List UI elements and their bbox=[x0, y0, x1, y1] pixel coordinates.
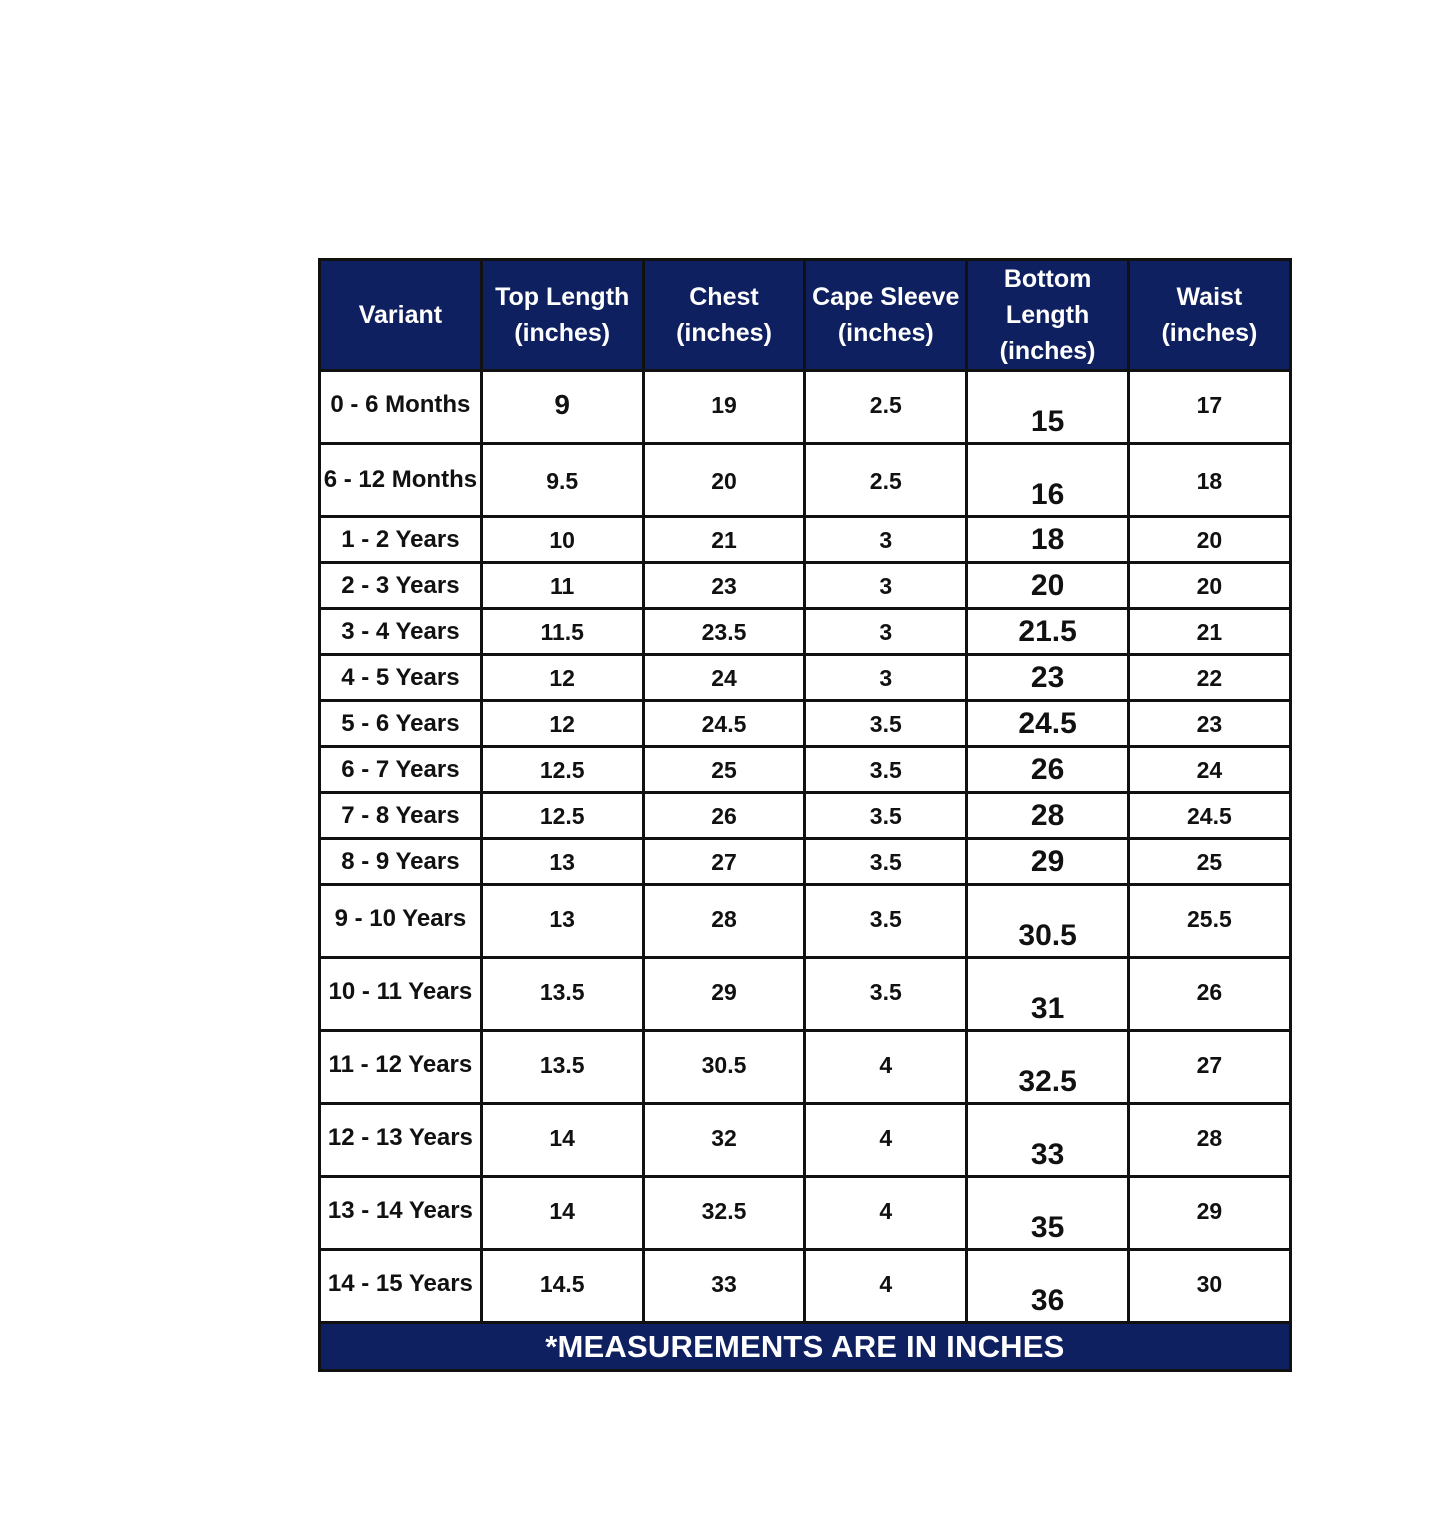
cell-bottom-length: 23 bbox=[967, 655, 1129, 701]
cell-variant: 2 - 3 Years bbox=[320, 563, 482, 609]
cell-waist: 23 bbox=[1128, 701, 1290, 747]
cell-top-length: 10 bbox=[481, 517, 643, 563]
cell-top-length: 14 bbox=[481, 1104, 643, 1177]
cell-variant: 3 - 4 Years bbox=[320, 609, 482, 655]
table-row bbox=[320, 444, 1291, 517]
cell-top-length: 13 bbox=[481, 885, 643, 958]
cell-bottom-length: 21.5 bbox=[967, 609, 1129, 655]
cell-waist: 25 bbox=[1128, 839, 1290, 885]
cell-bottom-length: 31 bbox=[967, 958, 1129, 1031]
cell-variant: 12 - 13 Years bbox=[320, 1104, 482, 1177]
cell-bottom-length: 26 bbox=[967, 747, 1129, 793]
table-row bbox=[320, 839, 1291, 885]
table-row bbox=[320, 371, 1291, 444]
cell-variant: 6 - 7 Years bbox=[320, 747, 482, 793]
cell-top-length: 12 bbox=[481, 701, 643, 747]
cell-chest: 25 bbox=[643, 747, 805, 793]
cell-top-length: 13 bbox=[481, 839, 643, 885]
cell-chest: 26 bbox=[643, 793, 805, 839]
cell-top-length: 14.5 bbox=[481, 1250, 643, 1323]
cell-cape-sleeve: 3.5 bbox=[805, 958, 967, 1031]
cell-cape-sleeve: 3.5 bbox=[805, 793, 967, 839]
cell-bottom-length: 24.5 bbox=[967, 701, 1129, 747]
cell-bottom-length: 18 bbox=[967, 517, 1129, 563]
cell-top-length: 13.5 bbox=[481, 1031, 643, 1104]
cell-variant: 11 - 12 Years bbox=[320, 1031, 482, 1104]
cell-cape-sleeve: 3 bbox=[805, 563, 967, 609]
cell-bottom-length: 28 bbox=[967, 793, 1129, 839]
header-row bbox=[320, 260, 1291, 371]
cell-top-length: 9.5 bbox=[481, 444, 643, 517]
cell-variant: 13 - 14 Years bbox=[320, 1177, 482, 1250]
cell-bottom-length: 36 bbox=[967, 1250, 1129, 1323]
cell-top-length: 12 bbox=[481, 655, 643, 701]
cell-chest: 30.5 bbox=[643, 1031, 805, 1104]
cell-chest: 33 bbox=[643, 1250, 805, 1323]
cell-variant: 1 - 2 Years bbox=[320, 517, 482, 563]
cell-variant: 14 - 15 Years bbox=[320, 1250, 482, 1323]
cell-cape-sleeve: 3 bbox=[805, 655, 967, 701]
table-row bbox=[320, 517, 1291, 563]
cell-chest: 24 bbox=[643, 655, 805, 701]
header-variant: Variant bbox=[320, 260, 482, 371]
header-top-length: Top Length (inches) bbox=[481, 260, 643, 371]
table-row bbox=[320, 793, 1291, 839]
cell-waist: 20 bbox=[1128, 517, 1290, 563]
table-row bbox=[320, 1104, 1291, 1177]
cell-chest: 28 bbox=[643, 885, 805, 958]
table-row bbox=[320, 1250, 1291, 1323]
cell-top-length: 12.5 bbox=[481, 747, 643, 793]
cell-cape-sleeve: 4 bbox=[805, 1177, 967, 1250]
cell-bottom-length: 32.5 bbox=[967, 1031, 1129, 1104]
cell-chest: 23 bbox=[643, 563, 805, 609]
header-cape-sleeve: Cape Sleeve (inches) bbox=[805, 260, 967, 371]
cell-bottom-length: 29 bbox=[967, 839, 1129, 885]
cell-bottom-length: 20 bbox=[967, 563, 1129, 609]
table-row bbox=[320, 958, 1291, 1031]
cell-cape-sleeve: 3.5 bbox=[805, 747, 967, 793]
size-chart-table bbox=[318, 258, 1292, 1372]
cell-bottom-length: 30.5 bbox=[967, 885, 1129, 958]
cell-top-length: 14 bbox=[481, 1177, 643, 1250]
cell-cape-sleeve: 4 bbox=[805, 1031, 967, 1104]
measurement-note: *MEASUREMENTS ARE IN INCHES bbox=[320, 1323, 1291, 1371]
table-header bbox=[320, 260, 1291, 371]
cell-cape-sleeve: 3 bbox=[805, 609, 967, 655]
cell-variant: 9 - 10 Years bbox=[320, 885, 482, 958]
cell-top-length: 12.5 bbox=[481, 793, 643, 839]
cell-chest: 29 bbox=[643, 958, 805, 1031]
table-row bbox=[320, 655, 1291, 701]
cell-variant: 4 - 5 Years bbox=[320, 655, 482, 701]
cell-waist: 24.5 bbox=[1128, 793, 1290, 839]
cell-waist: 22 bbox=[1128, 655, 1290, 701]
cell-bottom-length: 35 bbox=[967, 1177, 1129, 1250]
cell-bottom-length: 33 bbox=[967, 1104, 1129, 1177]
header-bottom-length: Bottom Length (inches) bbox=[967, 260, 1129, 371]
cell-waist: 30 bbox=[1128, 1250, 1290, 1323]
cell-variant: 6 - 12 Months bbox=[320, 444, 482, 517]
header-chest: Chest (inches) bbox=[643, 260, 805, 371]
header-waist: Waist (inches) bbox=[1128, 260, 1290, 371]
table-row bbox=[320, 885, 1291, 958]
table-row bbox=[320, 1031, 1291, 1104]
cell-top-length: 11 bbox=[481, 563, 643, 609]
cell-cape-sleeve: 3 bbox=[805, 517, 967, 563]
cell-waist: 25.5 bbox=[1128, 885, 1290, 958]
cell-variant: 10 - 11 Years bbox=[320, 958, 482, 1031]
cell-chest: 24.5 bbox=[643, 701, 805, 747]
table-body bbox=[320, 371, 1291, 1323]
cell-variant: 7 - 8 Years bbox=[320, 793, 482, 839]
cell-waist: 24 bbox=[1128, 747, 1290, 793]
cell-waist: 18 bbox=[1128, 444, 1290, 517]
cell-cape-sleeve: 2.5 bbox=[805, 444, 967, 517]
cell-waist: 17 bbox=[1128, 371, 1290, 444]
cell-top-length: 11.5 bbox=[481, 609, 643, 655]
table-row bbox=[320, 1177, 1291, 1250]
cell-top-length: 13.5 bbox=[481, 958, 643, 1031]
cell-cape-sleeve: 3.5 bbox=[805, 701, 967, 747]
footer-row bbox=[320, 1323, 1291, 1371]
cell-chest: 32.5 bbox=[643, 1177, 805, 1250]
table-footer bbox=[320, 1323, 1291, 1371]
cell-cape-sleeve: 3.5 bbox=[805, 885, 967, 958]
cell-bottom-length: 16 bbox=[967, 444, 1129, 517]
table-row bbox=[320, 563, 1291, 609]
cell-variant: 0 - 6 Months bbox=[320, 371, 482, 444]
cell-cape-sleeve: 2.5 bbox=[805, 371, 967, 444]
cell-waist: 20 bbox=[1128, 563, 1290, 609]
table-row bbox=[320, 701, 1291, 747]
cell-bottom-length: 15 bbox=[967, 371, 1129, 444]
cell-chest: 21 bbox=[643, 517, 805, 563]
cell-variant: 8 - 9 Years bbox=[320, 839, 482, 885]
cell-waist: 26 bbox=[1128, 958, 1290, 1031]
table-row bbox=[320, 747, 1291, 793]
cell-cape-sleeve: 4 bbox=[805, 1250, 967, 1323]
cell-chest: 19 bbox=[643, 371, 805, 444]
cell-top-length: 9 bbox=[481, 371, 643, 444]
cell-chest: 23.5 bbox=[643, 609, 805, 655]
cell-cape-sleeve: 4 bbox=[805, 1104, 967, 1177]
cell-cape-sleeve: 3.5 bbox=[805, 839, 967, 885]
cell-waist: 29 bbox=[1128, 1177, 1290, 1250]
cell-chest: 32 bbox=[643, 1104, 805, 1177]
cell-variant: 5 - 6 Years bbox=[320, 701, 482, 747]
cell-chest: 20 bbox=[643, 444, 805, 517]
cell-waist: 27 bbox=[1128, 1031, 1290, 1104]
cell-waist: 28 bbox=[1128, 1104, 1290, 1177]
table-row bbox=[320, 609, 1291, 655]
cell-waist: 21 bbox=[1128, 609, 1290, 655]
cell-chest: 27 bbox=[643, 839, 805, 885]
